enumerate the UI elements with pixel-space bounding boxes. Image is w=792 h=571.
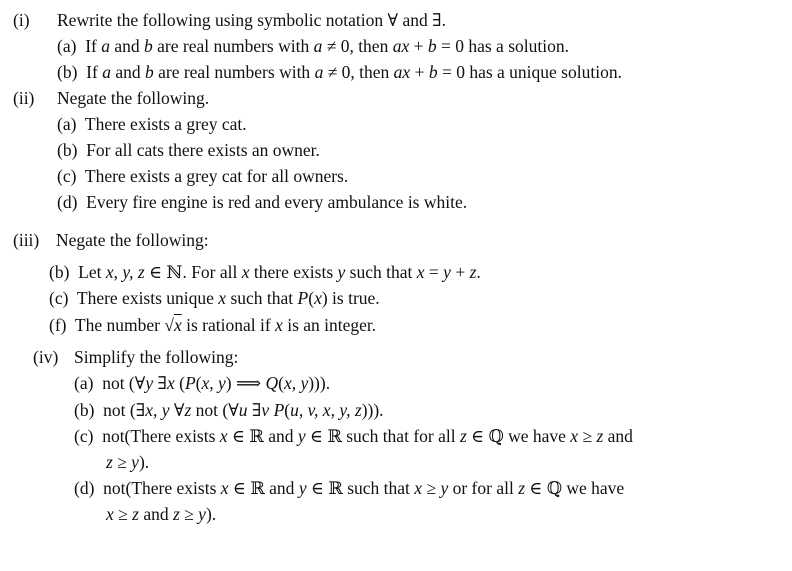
item-text: Every fire engine is red and every ambulance is white.: [86, 192, 468, 212]
item-text: There exists a grey cat for all owners.: [84, 166, 349, 186]
section-i-label: (i): [13, 10, 30, 30]
section-ii-item-c: [57, 168, 348, 186]
text: .: [476, 262, 481, 282]
text: ∈ ℝ and: [228, 478, 299, 498]
item-label: (a): [74, 373, 94, 393]
text: ∃: [247, 400, 262, 420]
text: =: [424, 262, 444, 282]
text: not (∃: [103, 400, 146, 420]
math-var: y: [298, 478, 307, 498]
item-text: There exists a grey cat.: [84, 114, 247, 134]
item-label: (a): [57, 36, 77, 56]
item-label: (c): [74, 426, 94, 446]
section-i-heading: Rewrite the following using symbolic notation ∀ and ∃.: [57, 10, 446, 30]
text: not (∀: [102, 373, 146, 393]
math-var: ax: [392, 36, 410, 56]
section-iv-item-d-line2: [106, 506, 216, 524]
text: If: [86, 62, 103, 82]
math-var: P: [184, 373, 196, 393]
text: If: [85, 36, 102, 56]
text: +: [450, 262, 470, 282]
text: +: [409, 36, 428, 56]
text: ∈ ℚ we have: [466, 426, 571, 446]
math-var: z: [518, 478, 526, 498]
section-ii-heading: Negate the following.: [57, 88, 210, 108]
text: ≥: [422, 478, 441, 498]
math-var: b: [144, 62, 154, 82]
math-var: y: [145, 373, 154, 393]
text: or for all: [448, 478, 519, 498]
text: and: [138, 504, 173, 524]
item-label: (b): [49, 262, 70, 282]
item-label: (d): [57, 192, 78, 212]
item-label: (b): [57, 140, 78, 160]
section-iv-item-b: [74, 402, 384, 420]
item-label: (b): [74, 400, 95, 420]
text: The number: [74, 315, 165, 335]
math-var: x: [416, 262, 425, 282]
section-ii-item-d: [57, 194, 467, 212]
text: is rational if: [181, 315, 276, 335]
math-var: x: [220, 478, 229, 498]
math-var: y: [337, 262, 346, 282]
math-var: z: [459, 426, 467, 446]
text: ).: [205, 504, 217, 524]
text: there exists: [249, 262, 338, 282]
text: = 0 has a unique solution.: [437, 62, 622, 82]
math-var: x: [414, 478, 423, 498]
text: +: [410, 62, 429, 82]
math-var: x, y: [283, 373, 309, 393]
text: are real numbers with: [153, 62, 315, 82]
text: ≥: [578, 426, 597, 446]
text: (: [284, 400, 291, 420]
text: (: [195, 373, 202, 393]
text: and: [603, 426, 633, 446]
text: are real numbers with: [152, 36, 314, 56]
math-var: u: [238, 400, 248, 420]
item-label: (f): [49, 315, 67, 335]
math-var: x: [173, 315, 182, 335]
sqrt-symbol: √: [164, 315, 174, 335]
math-var: y: [297, 426, 306, 446]
item-label: (c): [57, 166, 77, 186]
text: ≠ 0, then: [323, 62, 394, 82]
section-iv-heading: Simplify the following:: [74, 347, 239, 367]
math-var: z: [469, 262, 477, 282]
text: Let: [78, 262, 106, 282]
text: is an integer.: [282, 315, 377, 335]
text: ∀: [169, 400, 185, 420]
text: ∈ ℝ such that for all: [305, 426, 460, 446]
math-var: a: [314, 62, 324, 82]
text: and: [110, 62, 145, 82]
section-iii-label: (iii): [13, 230, 40, 250]
math-var: y: [440, 478, 449, 498]
math-var: x: [106, 504, 114, 524]
text: ∃: [153, 373, 167, 393]
text: ∈ ℝ such that: [306, 478, 415, 498]
math-var: x, y, z: [105, 262, 145, 282]
text: ≥: [112, 452, 132, 472]
text: ) ⟹: [225, 373, 266, 393]
section-i-item-b: [57, 64, 622, 82]
math-var: b: [427, 36, 437, 56]
section-iii-heading: Negate the following:: [56, 230, 209, 250]
text: ).: [138, 452, 150, 472]
text: such that: [226, 288, 298, 308]
math-var: P: [273, 400, 285, 420]
text: and: [109, 36, 144, 56]
text: such that: [345, 262, 417, 282]
item-text: For all cats there exists an owner.: [86, 140, 320, 160]
text: ))).: [308, 373, 331, 393]
section-ii-item-a: [57, 116, 247, 134]
section-iv-label: (iv): [33, 347, 59, 367]
section-iv-item-a: [74, 375, 330, 393]
text: (: [308, 288, 315, 308]
text: (: [278, 373, 284, 393]
item-label: (c): [49, 288, 69, 308]
math-var: x: [166, 373, 175, 393]
math-var: v: [261, 400, 270, 420]
math-var: b: [144, 36, 153, 56]
math-var: x: [218, 288, 227, 308]
section-ii-label: (ii): [13, 88, 35, 108]
section-iv-item-c-line1: [74, 428, 633, 446]
math-var: x: [219, 426, 228, 446]
math-var: ax: [393, 62, 411, 82]
text: ≠ 0, then: [322, 36, 393, 56]
text: not (∀: [191, 400, 239, 420]
section-iv-item-c-line2: [106, 454, 149, 472]
math-var: x, y: [201, 373, 226, 393]
math-var: y: [131, 452, 139, 472]
text: not(There exists: [102, 426, 220, 446]
text: not(There exists: [103, 478, 221, 498]
text: ∈ ℝ and: [227, 426, 298, 446]
section-iii-item-c: [49, 290, 380, 308]
math-var: a: [102, 62, 111, 82]
math-var: z: [596, 426, 604, 446]
math-var: x: [241, 262, 250, 282]
math-var: x: [275, 315, 283, 335]
math-var: z: [132, 504, 139, 524]
text: ∈ ℚ we have: [525, 478, 625, 498]
text: = 0 has a solution.: [436, 36, 569, 56]
text: ≥: [113, 504, 133, 524]
item-label: (b): [57, 62, 78, 82]
math-var: b: [428, 62, 438, 82]
math-var: y: [443, 262, 451, 282]
text: ))).: [361, 400, 384, 420]
math-var: y: [198, 504, 206, 524]
section-iii-item-b: [49, 264, 481, 282]
text: ∈ ℕ. For all: [144, 262, 242, 282]
math-var: a: [101, 36, 110, 56]
math-var: z: [184, 400, 192, 420]
text: ) is true.: [321, 288, 380, 308]
item-label: (a): [57, 114, 77, 134]
math-var: x: [570, 426, 579, 446]
math-var: u, v, x, y, z: [290, 400, 362, 420]
item-label: (d): [74, 478, 95, 498]
math-var: Q: [265, 373, 279, 393]
section-iii-item-f: [49, 317, 376, 335]
section-ii-item-b: [57, 142, 320, 160]
math-var: x, y: [145, 400, 170, 420]
math-var: a: [313, 36, 323, 56]
math-var: P: [297, 288, 309, 308]
text: (: [174, 373, 185, 393]
section-i-item-a: [57, 38, 569, 56]
text: ≥: [179, 504, 199, 524]
text: There exists unique: [76, 288, 219, 308]
math-var: x: [314, 288, 322, 308]
math-var: z: [172, 504, 180, 524]
section-iv-item-d-line1: [74, 480, 624, 498]
math-var: z: [106, 452, 113, 472]
